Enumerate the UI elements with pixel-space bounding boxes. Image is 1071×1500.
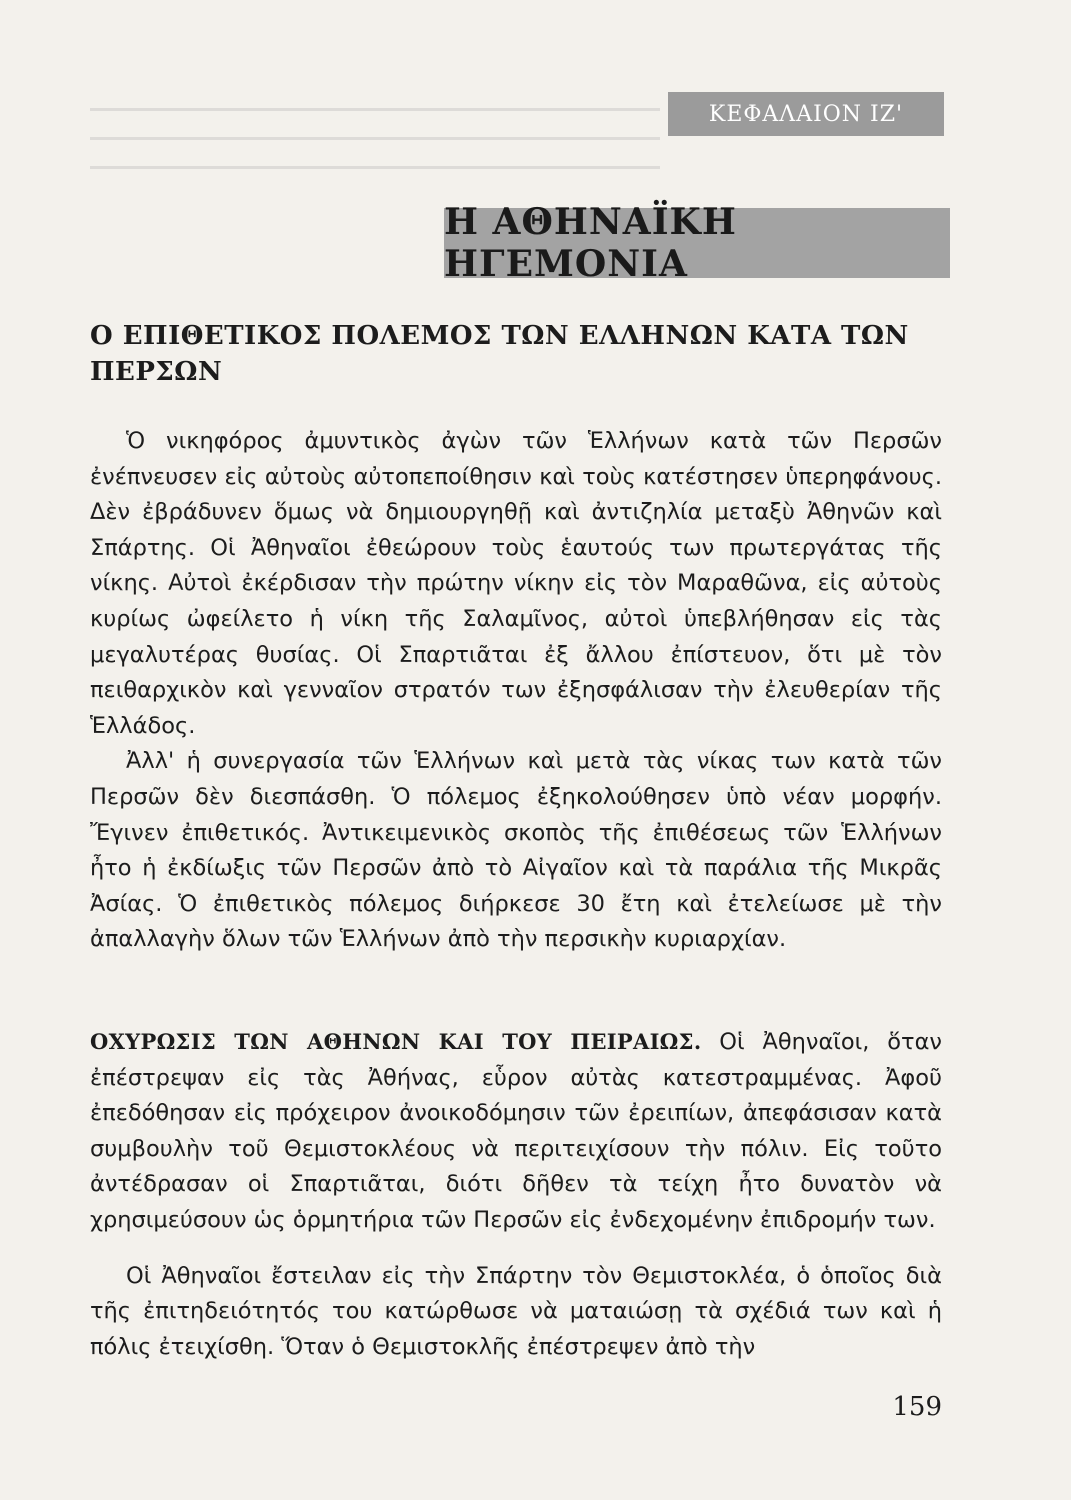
chapter-label: ΚΕΦΑΛΑΙΟΝ ΙΖ' — [668, 92, 944, 136]
section-body — [90, 1024, 942, 1365]
show-through-texture — [90, 82, 660, 178]
inline-section-heading: ΟΧΥΡΩΣΙΣ ΤΩΝ ΑΘΗΝΩΝ ΚΑΙ ΤΟΥ ΠΕΙΡΑΙΩΣ. — [90, 1029, 702, 1054]
paragraph — [90, 1024, 942, 1239]
section-heading: Ο ΕΠΙΘΕΤΙΚΟΣ ΠΟΛΕΜΟΣ ΤΩΝ ΕΛΛΗΝΩΝ ΚΑΤΑ ΤΩΝ ΠΕΡΣΩΝ — [90, 321, 909, 387]
paragraph: Οἱ Ἀθηναῖοι ἔστειλαν εἰς τὴν Σπάρτην τὸν Θεμιστοκλέα, ὁ ὁποῖος διὰ τῆς ἐπιτηδειότητός του κατώρθωσε νὰ ματαιώσῃ τὰ σχέδιά των καὶ ἡ πόλις ἐτειχίσθη. Ὅταν ὁ Θεμιστοκλῆς ἐπέστρεψεν ἀπὸ τὴν — [90, 1262, 942, 1360]
paragraph: Ὁ νικηφόρος ἀμυντικὸς ἀγὼν τῶν Ἑλλήνων κατὰ τῶν Περσῶν ἐνέπνευσεν εἰς αὐτοὺς αὐτοπεποίθησιν καὶ τοὺς κατέστησεν ὑπερηφάνους. Δὲν ἐβράδυνεν ὅμως νὰ δημιουργηθῇ καὶ ἀντιζηλία μεταξὺ Ἀθηνῶν καὶ Σπάρτης. Οἱ Ἀθηναῖοι ἐθεώρουν τοὺς ἑαυτούς των πρωτεργάτας τῆς νίκης. Αὐτοὶ ἐκέρδισαν τὴν πρώτην νίκην εἰς τὸν Μαραθῶνα, εἰς αὐτοὺς κυρίως ὠφείλετο ἡ νίκη τῆς Σαλαμῖνος, αὐτοὶ ὑπεβλήθησαν εἰς τὰς μεγαλυτέρας θυσίας. Οἱ Σπαρτιᾶται ἐξ ἄλλου ἐπίστευον, ὅτι μὲ τὸν πειθαρχικὸν καὶ γενναῖον στρατόν των ἐξησφάλισαν τὴν ἐλευθερίαν τῆς Ἑλλάδος. — [90, 428, 942, 739]
paragraph: Ἀλλ' ἡ συνεργασία τῶν Ἑλλήνων καὶ μετὰ τὰς νίκας των κατὰ τῶν Περσῶν δὲν διεσπάσθη. Ὁ πόλεμος ἐξηκολούθησεν ὑπὸ νέαν μορφήν. Ἔγινεν ἐπιθετικός. Ἀντικειμενικὸς σκοπὸς τῆς ἐπιθέσεως τῶν Ἑλλήνων ἦτο ἡ ἐκδίωξις τῶν Περσῶν ἀπὸ τὸ Αἰγαῖον καὶ τὰ παράλια τῆς Μικρᾶς Ἀσίας. Ὁ ἐπιθετικὸς πόλεμος διήρκεσε 30 ἔτη καὶ ἐτελείωσε μὲ τὴν ἀπαλλαγὴν ὅλων τῶν Ἑλλήνων ἀπὸ τὴν περσικὴν κυριαρχίαν. — [90, 748, 942, 953]
paragraph-text: Οἱ Ἀθηναῖοι, ὅταν ἐπέστρεψαν εἰς τὰς Ἀθήνας, εὗρον αὐτὰς κατεστραμμένας. Ἀφοῦ ἐπεδόθησαν εἰς πρόχειρον ἀνοικοδόμησιν τῶν ἐρειπίων, ἀπεφάσισαν κατὰ συμβουλὴν τοῦ Θεμιστοκλέους νὰ περιτειχίσουν τὴν πόλιν. Εἰς τοῦτο ἀντέδρασαν οἱ Σπαρτιᾶται, διότι δῆθεν τὰ τείχη ἦτο δυνατὸν νὰ χρησιμεύσουν ὡς ὁρμητήρια τῶν Περσῶν εἰς ἐνδεχομένην ἐπιδρομήν των. — [90, 1029, 942, 1233]
section-body — [90, 424, 942, 958]
chapter-title: Η ΑΘΗΝΑΪΚΗ ΗΓΕΜΟΝΙΑ — [444, 208, 950, 278]
page-number: 159 — [892, 1392, 942, 1422]
